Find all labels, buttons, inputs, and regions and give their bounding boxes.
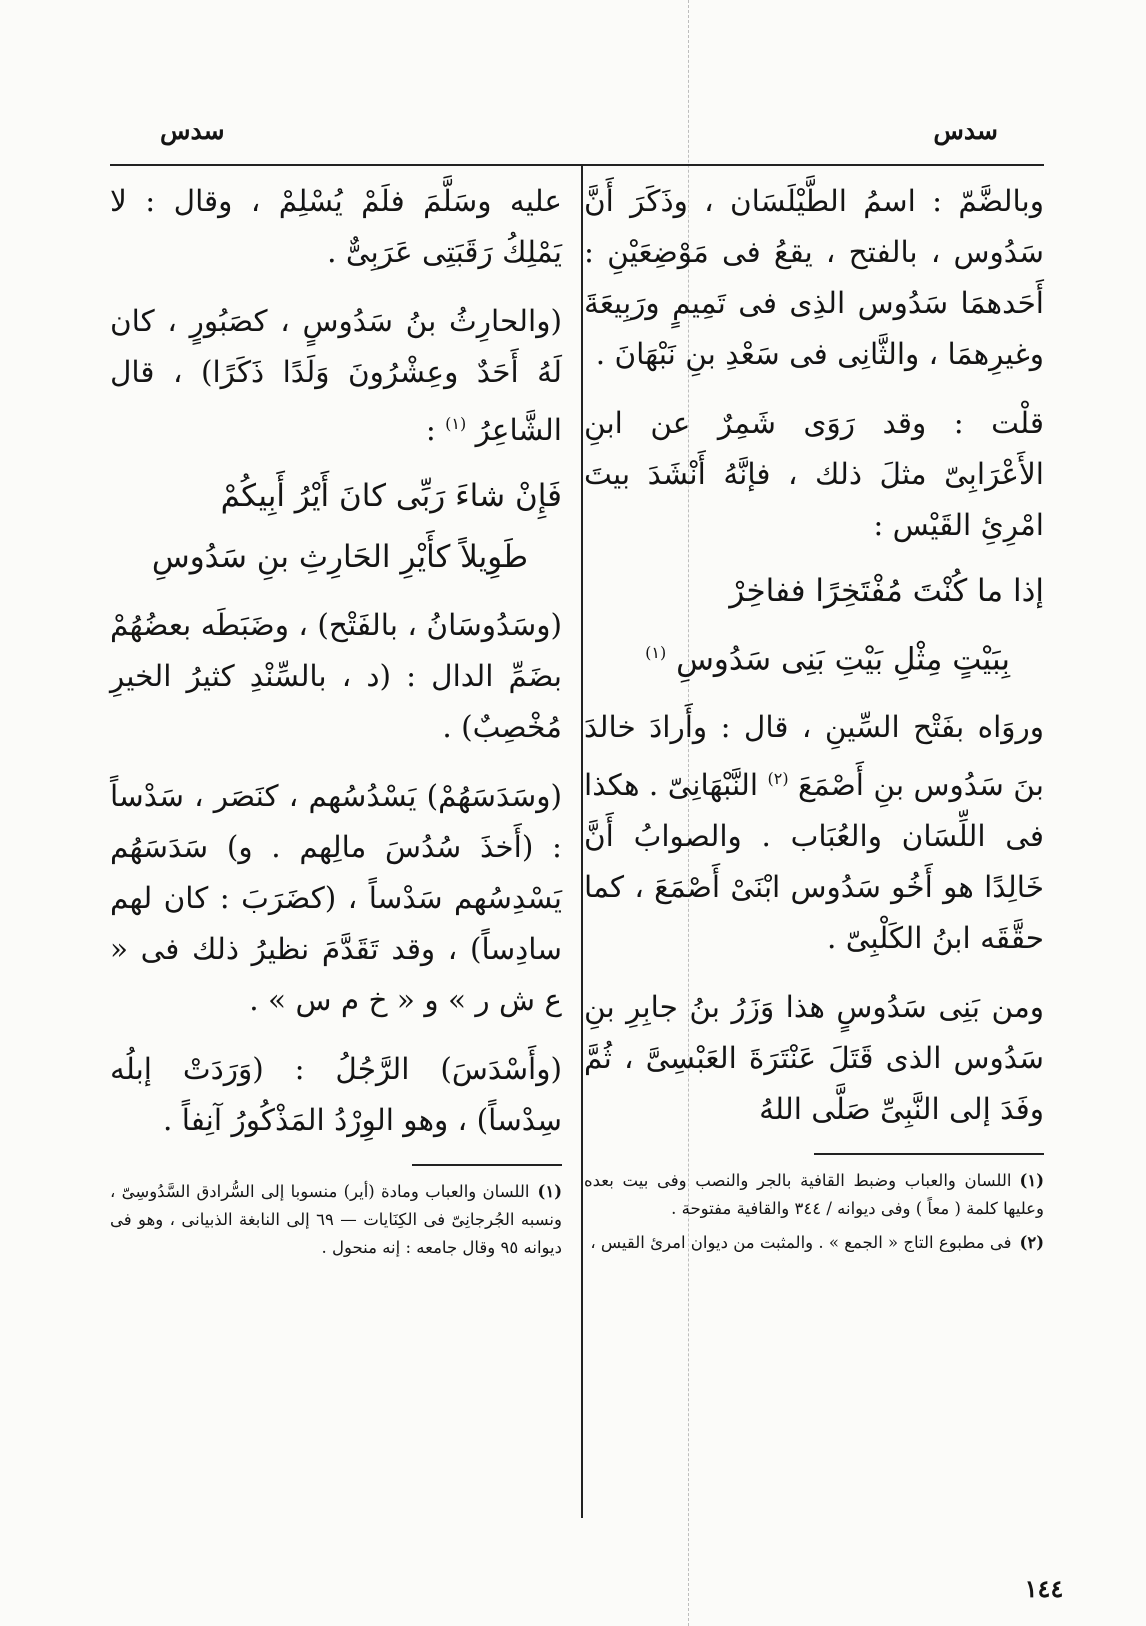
footnote-number: (١) bbox=[537, 1181, 562, 1201]
paragraph-text: النَّبْهَانِىّ . هكذا فى اللِّسَان والعُبَاب . والصوابُ أَنَّ خَالِدًا هو أَخُو سَدُوس ابْنَىْ أَصْمَعَ ، كما حقَّقَه ابنُ الكَلْبِىّ . bbox=[584, 768, 1044, 956]
left-column bbox=[110, 176, 562, 1268]
entry-paragraph: وبالضَّمّ : اسمُ الطَّيْلَسَان ، وذَكَرَ أَنَّ سَدُوس ، بالفتح ، يقعُ فى مَوْضِعَيْنِ : أَحَدهمَا سَدُوس الذِى فى تَمِيمٍ ورَبِيعَةَ وغيرِهمَا ، والثَّانِى فى سَعْدِ بنِ نَبْهَانَ . bbox=[584, 184, 1044, 371]
entry-paragraph bbox=[110, 296, 562, 456]
footnote-number: (١) bbox=[1019, 1171, 1044, 1191]
running-head-right: سدس bbox=[933, 116, 998, 145]
column-divider bbox=[581, 166, 583, 1518]
footnote-separator bbox=[412, 1164, 562, 1166]
paragraph-text: وروَاه بفَتْح السِّينِ ، قال : وأَرادَ خالدَ بنَ سَدُوس بنِ أَصْمَعَ bbox=[584, 710, 1044, 803]
paragraph-text: (والحارِثُ بنُ سَدُوسٍ ، كصَبُورٍ ، كان لَهُ أَحَدٌ وعِشْرُونَ وَلَدًا ذَكَرًا) ، قال الشَّاعِرُ bbox=[110, 304, 562, 447]
entry-paragraph: (وأَسْدَسَ) الرَّجُلُ : (وَرَدَتْ إبلُه سِدْساً) ، وهو الوِرْدُ المَذْكُورُ آنِفاً . bbox=[110, 1051, 562, 1137]
entry-paragraph: ومن بَنِى سَدُوسٍ هذا وَزَرُ بنُ جابِرِ بنِ سَدُوس الذى قَتَلَ عَنْتَرَةَ العَبْسِىَّ ، ثُمَّ وفَدَ إلى النَّبِىِّ صَلَّى اللهُ bbox=[584, 990, 1044, 1127]
verse-hemistich: إذا ما كُنْتَ مُفْتَخِرًا ففاخِرْ bbox=[729, 573, 1044, 609]
footnote bbox=[584, 1229, 1044, 1257]
footnote-number: (٢) bbox=[1019, 1233, 1044, 1253]
poem-verse bbox=[584, 561, 1044, 690]
entry-paragraph: (وسَدُوسَانُ ، بالفَتْح) ، وضَبَطَه بعضُهُمْ بضَمِّ الدال : (د ، بالسِّنْدِ كثيرُ الخيرِ مُخْصِبٌ) . bbox=[110, 607, 562, 744]
entry-paragraph: عليه وسَلَّمَ فلَمْ يُسْلِمْ ، وقال : لا يَمْلِكُ رَقَبَتِى عَرَبِىٌّ . bbox=[110, 184, 562, 269]
entry-paragraph: قلْت : وقد رَوَى شَمِرٌ عن ابنِ الأَعْرَابِىّ مثلَ ذلك ، فإنَّهُ أَنْشَدَ بيتَ امْرِئِ القَيْس : bbox=[584, 406, 1044, 542]
entry-paragraph: (وسَدَسَهُمْ) يَسْدُسُهم ، كنَصَر ، سَدْساً : (أَخذَ سُدُسَ مالِهم . و) سَدَسَهُم يَسْدِسُهم سَدْساً ، (كضَرَبَ : كان لهم سادِساً) ، وقد تَقَدَّمَ نظيرُ ذلك فى « ع ش ر » و « خ م س » . bbox=[110, 778, 562, 1017]
page-number: ١٤٤ bbox=[1024, 1574, 1064, 1603]
footnote-text: فى مطبوع التاج « الجمع » . والمثبت من ديوان امرئ القيس ، bbox=[590, 1233, 1012, 1253]
right-column bbox=[584, 176, 1044, 1263]
footnote bbox=[110, 1178, 562, 1262]
verse-text: بِبَيْتٍ مِثْلِ بَيْتِ بَنِى سَدُوسِ bbox=[676, 641, 1010, 678]
footnote-reference: (١) bbox=[645, 643, 667, 662]
paragraph-text: : bbox=[425, 412, 446, 447]
entry-paragraph bbox=[584, 702, 1044, 964]
footnote-text: اللسان والعباب ومادة (أير) منسوبا إلى السُّرادق السَّدُوسِىّ ، ونسبه الجُرجانِىّ فى الكِنَايات — ٦٩ إلى النابغة الذبيانى ، وهو فى ديوانه ٩٥ وقال جامعه : إنه منحول . bbox=[110, 1181, 562, 1257]
header-rule bbox=[110, 164, 1044, 166]
footnote-text: اللسان والعباب وضبط القافية بالجر والنصب وفى بيت بعده وعليها كلمة ( معاً ) وفى ديوانه / ٣٤٤ والقافية مفتوحة . bbox=[584, 1171, 1044, 1219]
verse-hemistich: طَوِيلاً كأَيْرِ الحَارِثِ بنِ سَدُوسِ bbox=[151, 538, 528, 575]
running-head-left: سدس bbox=[160, 116, 225, 145]
footnote-reference: (٢) bbox=[767, 769, 789, 789]
verse-hemistich bbox=[584, 622, 1044, 690]
footnote-reference: (١) bbox=[445, 414, 467, 433]
footnote-separator bbox=[814, 1153, 1044, 1155]
footnote bbox=[584, 1167, 1044, 1223]
verse-hemistich: فَإِنْ شاءَ رَبِّى كانَ أَيْرُ أَبِيكُمْ bbox=[220, 477, 562, 514]
poem-verse bbox=[110, 466, 562, 588]
